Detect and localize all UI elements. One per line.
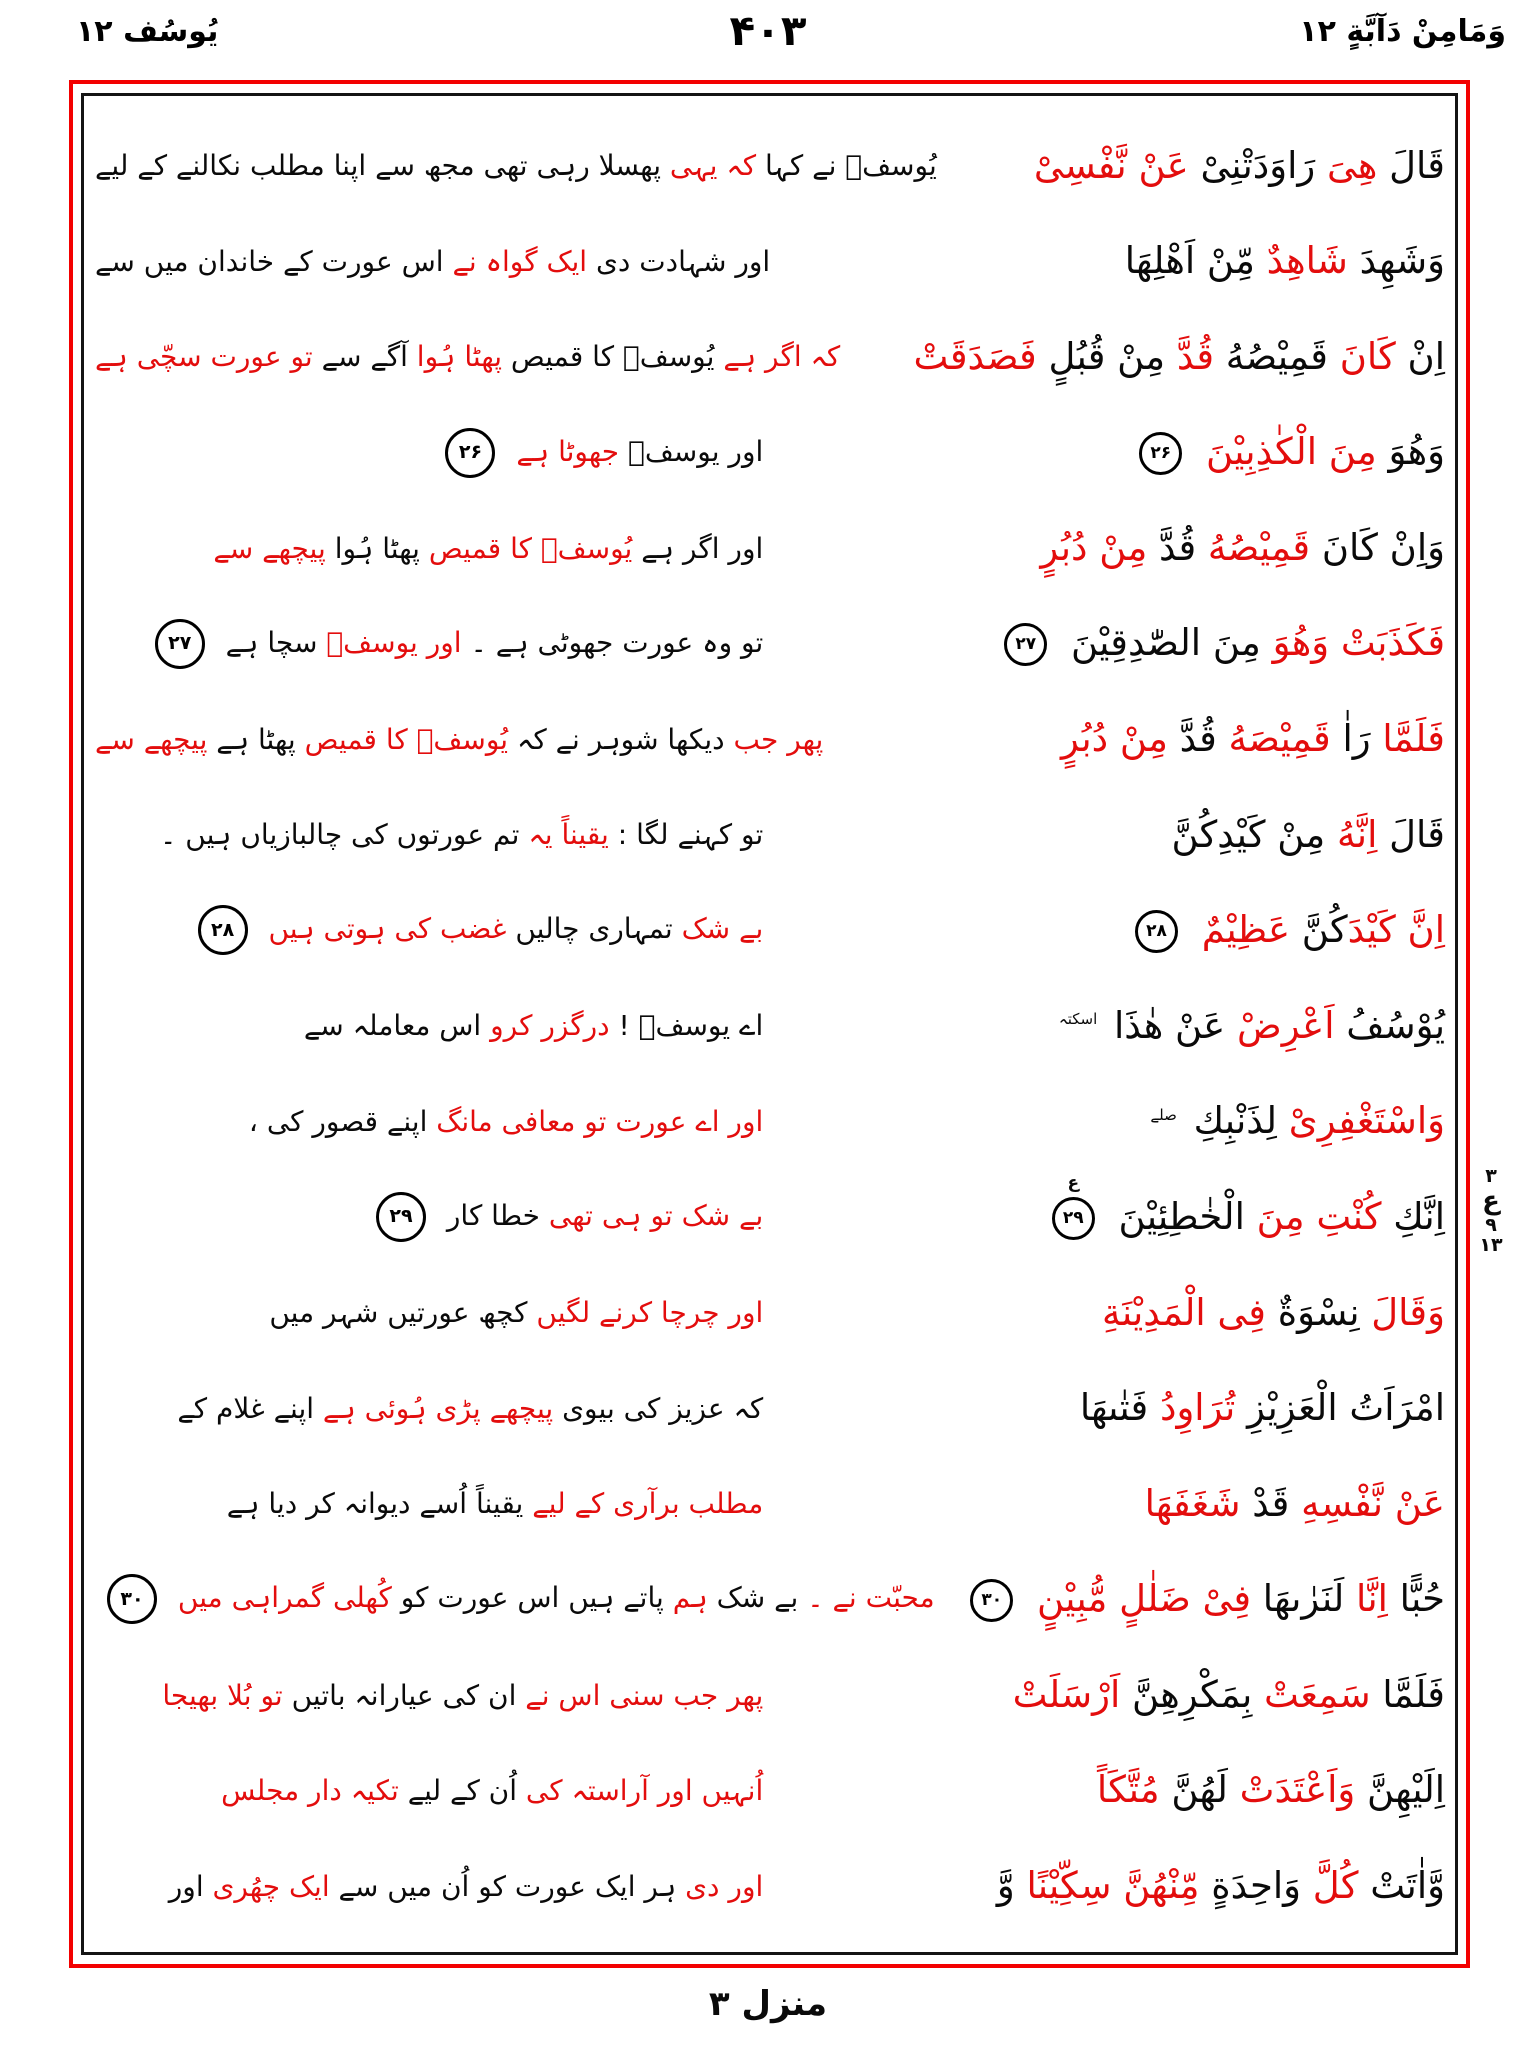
text-segment: فَصَدَقَتْ bbox=[913, 334, 1037, 378]
verse-line-row bbox=[95, 596, 1445, 692]
urdu-translation-line bbox=[95, 1192, 763, 1242]
text-segment: پاتے ہیں اس عورت کو bbox=[391, 1581, 664, 1615]
manzil-label: منزل ۳ bbox=[708, 1984, 828, 2024]
text-segment: اور اگر ہے bbox=[632, 531, 764, 565]
text-segment: اور یوسفؑ bbox=[619, 434, 764, 468]
ayah-number-badge: ۳۰ bbox=[107, 1574, 157, 1624]
text-segment: اِلَيْهِنَّ bbox=[1355, 1768, 1445, 1812]
arabic-ayah-line bbox=[840, 335, 1445, 379]
ayah-number-badge: ۲۷ bbox=[1004, 623, 1047, 666]
text-segment: بِمَكْرِهِنَّ bbox=[1120, 1672, 1253, 1716]
text-segment: وَاِنْ كَانَ bbox=[1310, 525, 1445, 569]
ayah-number-wrap bbox=[143, 619, 217, 669]
arabic-ayah-line bbox=[763, 1172, 1445, 1240]
content-rows bbox=[95, 118, 1445, 1934]
urdu-translation-line bbox=[95, 722, 823, 757]
text-segment: مِّنْهُنَّ سِكِّيْنًا bbox=[1014, 1864, 1200, 1907]
text-segment: بے شک bbox=[672, 912, 764, 946]
text-segment: كَانَ bbox=[1327, 334, 1396, 378]
ayah-number-badge: ۳۰ bbox=[970, 1579, 1013, 1622]
header-surah-name: یُوسُف ۱۲ bbox=[76, 14, 219, 49]
text-segment: تمہاری چالیں bbox=[506, 912, 673, 946]
text-segment: ہر ایک عورت کو اُن میں سے bbox=[329, 1869, 677, 1903]
ayah-number-wrap bbox=[433, 428, 507, 478]
text-segment: قَالَ bbox=[1377, 812, 1445, 856]
text-segment: اور شہادت دی bbox=[587, 244, 771, 278]
ruku-ain-icon: ع bbox=[1067, 1172, 1080, 1193]
text-segment: اپنے غلام کے bbox=[177, 1391, 315, 1425]
pause-mark: اسکتہ bbox=[1058, 1010, 1098, 1029]
verse-line-row bbox=[95, 978, 1445, 1074]
text-segment: اُنہیں اور آراستہ کی bbox=[517, 1774, 764, 1808]
text-segment: اِنَّ كَيْدَ bbox=[1347, 907, 1445, 951]
text-segment: اور bbox=[168, 1869, 204, 1903]
verse-line-row bbox=[95, 1169, 1445, 1265]
ayah-number-wrap bbox=[958, 1577, 1025, 1622]
text-segment: ایک چھُری bbox=[203, 1869, 330, 1903]
text-segment: کہ یہی bbox=[661, 149, 757, 183]
text-segment: اِنَّكِ bbox=[1381, 1194, 1445, 1238]
text-segment: شَغَفَهَا bbox=[1144, 1481, 1241, 1525]
text-segment: اُن کے لیے bbox=[398, 1774, 518, 1808]
ruku-marker-bottom: ۱۳ bbox=[1479, 1234, 1503, 1257]
text-segment: مِنْ دُبُرٍ bbox=[1060, 717, 1168, 761]
verse-line-row bbox=[95, 1552, 1445, 1648]
text-segment: قَمِيْصَهُ bbox=[1216, 717, 1331, 761]
text-segment: رَاٰ bbox=[1330, 717, 1371, 761]
text-segment: مطلب برآری کے لیے bbox=[523, 1487, 764, 1521]
text-segment: فَلَمَّا bbox=[1370, 717, 1445, 761]
verse-line-row bbox=[95, 1743, 1445, 1839]
text-segment: پیچھے سے bbox=[95, 722, 208, 756]
urdu-translation-line bbox=[95, 1773, 763, 1808]
ayah-number-badge: ۲۹ bbox=[376, 1192, 426, 1242]
text-segment: ایک گواہ نے bbox=[443, 244, 588, 278]
pause-mark: صلے bbox=[1150, 1106, 1177, 1125]
ain-icon: ع bbox=[1482, 1185, 1500, 1216]
urdu-translation-line bbox=[95, 619, 763, 669]
text-segment: كُنْتِ مِنَ bbox=[1244, 1194, 1382, 1238]
text-segment: پھر جب سنی اس نے bbox=[516, 1678, 764, 1712]
urdu-translation-line bbox=[95, 244, 770, 279]
arabic-ayah-line bbox=[763, 1291, 1445, 1335]
verse-line-row bbox=[95, 1647, 1445, 1743]
ayah-number-wrap bbox=[1127, 430, 1194, 475]
urdu-translation-line bbox=[95, 1391, 763, 1426]
arabic-ayah-line bbox=[937, 144, 1445, 188]
text-segment: کہ عزیز کی بیوی bbox=[553, 1391, 764, 1425]
urdu-translation-line bbox=[95, 1486, 763, 1521]
text-segment: کہ اگر ہے bbox=[714, 340, 841, 374]
ayah-number-badge: ۲۹ bbox=[1052, 1197, 1095, 1240]
text-segment: هِىَ bbox=[1315, 143, 1378, 187]
ayah-number-badge: ۲۸ bbox=[198, 905, 248, 955]
ayah-number-wrap bbox=[1040, 1172, 1107, 1240]
urdu-translation-line bbox=[95, 1104, 763, 1139]
text-segment: وَّ bbox=[996, 1864, 1015, 1907]
text-segment: اَرْسَلَتْ bbox=[1012, 1672, 1121, 1716]
text-segment: اس معاملہ سے bbox=[303, 1009, 482, 1043]
text-segment: رَاوَدَتْنِىْ bbox=[1188, 143, 1316, 187]
arabic-ayah-line bbox=[763, 526, 1445, 570]
verse-line-row bbox=[95, 1265, 1445, 1361]
ayah-number-wrap bbox=[186, 905, 260, 955]
arabic-ayah-line bbox=[935, 1577, 1445, 1622]
text-segment: فَكَذَبَتْ وَهُوَ bbox=[1260, 621, 1445, 665]
text-segment: اور یوسفؑ bbox=[317, 625, 462, 659]
text-segment: تو بُلا بھیجا bbox=[162, 1678, 283, 1712]
verse-line-row bbox=[95, 1361, 1445, 1457]
urdu-translation-line bbox=[95, 1574, 935, 1624]
text-segment: سَمِعَتْ bbox=[1252, 1672, 1371, 1716]
text-segment: كُلَّ bbox=[1301, 1864, 1359, 1907]
ayah-number-badge: ۲۶ bbox=[445, 428, 495, 478]
text-segment: تو وہ عورت جھوٹی ہے ۔ bbox=[461, 625, 764, 659]
text-segment: قَمِيْصُهُ bbox=[1214, 334, 1328, 378]
text-segment: لَهُنَّ bbox=[1159, 1768, 1228, 1812]
text-segment: نِسْوَةٌ bbox=[1265, 1290, 1360, 1334]
header-page-number: ۴۰۳ bbox=[729, 6, 807, 55]
text-segment: پھسلا رہی تھی مجھ سے اپنا مطلب نکالنے کے لیے bbox=[95, 149, 662, 183]
urdu-translation-line bbox=[95, 817, 763, 852]
text-segment: حُبًّا bbox=[1387, 1576, 1445, 1620]
text-segment: مِنَ الْكٰذِبِيْنَ bbox=[1194, 430, 1377, 474]
text-segment: خطا کار bbox=[437, 1199, 540, 1233]
urdu-translation-line bbox=[95, 1869, 763, 1904]
text-segment: بے شک تو ہی تھی bbox=[539, 1199, 764, 1233]
text-segment: قَالَ bbox=[1377, 143, 1445, 187]
ayah-number-badge: ۲۸ bbox=[1135, 910, 1178, 953]
arabic-ayah-line bbox=[823, 717, 1445, 761]
text-segment: فَتٰىهَا bbox=[1079, 1386, 1149, 1430]
text-segment: عَنْ نَّفْسِىْ bbox=[1033, 143, 1189, 187]
text-segment: اس عورت کے خاندان میں سے bbox=[95, 244, 444, 278]
text-segment: ان کی عیارانہ باتیں bbox=[282, 1678, 517, 1712]
urdu-translation-line bbox=[95, 1295, 763, 1330]
text-segment: وَقَالَ bbox=[1359, 1290, 1445, 1334]
text-segment: درگزر کرو bbox=[481, 1009, 610, 1043]
text-segment: شَاهِدٌ bbox=[1254, 239, 1348, 283]
arabic-ayah-line bbox=[763, 813, 1445, 857]
text-segment: كُنَّ bbox=[1290, 907, 1348, 951]
arabic-ayah-line bbox=[763, 1673, 1445, 1717]
text-segment: سچا ہے bbox=[216, 625, 318, 659]
text-segment: الْخٰطِئِيْنَ bbox=[1106, 1194, 1245, 1238]
text-segment: وَهُوَ bbox=[1376, 430, 1445, 474]
ruku-marker-mid: ۹ bbox=[1485, 1213, 1497, 1236]
text-segment: وَشَهِدَ bbox=[1347, 239, 1445, 283]
text-segment: لِذَنْبِكِ bbox=[1181, 1099, 1277, 1143]
arabic-ayah-line bbox=[763, 908, 1445, 953]
text-segment: قَمِيْصُهُ bbox=[1196, 525, 1311, 569]
text-segment: یُوسفؑ کا قمیص bbox=[295, 722, 509, 756]
text-segment: تکیہ دار مجلس bbox=[221, 1774, 399, 1808]
text-segment: فَلَمَّا bbox=[1370, 1672, 1445, 1716]
text-segment: فِى الْمَدِيْنَةِ bbox=[1101, 1290, 1266, 1334]
text-segment: پھر جب bbox=[724, 722, 824, 756]
text-segment: اور چرچا کرنے لگیں bbox=[527, 1296, 764, 1330]
text-segment: امْرَاَتُ الْعَزِيْزِ bbox=[1235, 1386, 1445, 1430]
text-segment: تم عورتوں کی چالبازیاں ہیں ۔ bbox=[159, 818, 520, 852]
verse-line-row bbox=[95, 118, 1445, 214]
urdu-translation-line bbox=[95, 1678, 763, 1713]
arabic-ayah-line bbox=[763, 1004, 1445, 1048]
text-segment: کُھلی گمراہی میں bbox=[169, 1581, 392, 1615]
text-segment: فِىْ ضَلٰلٍ مُّبِيْنٍ bbox=[1025, 1576, 1252, 1620]
text-segment: لَنَرٰىهَا bbox=[1251, 1576, 1345, 1620]
text-segment: وَاسْتَغْفِرِىْ bbox=[1276, 1099, 1445, 1143]
text-segment: آگے سے bbox=[312, 340, 408, 374]
ayah-number-wrap bbox=[364, 1192, 438, 1242]
ayah-number-wrap bbox=[1123, 908, 1190, 953]
text-segment: اے یوسفؑ ! bbox=[609, 1009, 764, 1043]
urdu-translation-line bbox=[95, 905, 763, 955]
verse-line-row bbox=[95, 883, 1445, 979]
text-segment: یُوسفؑ نے کہا bbox=[756, 149, 937, 183]
text-segment: يُوْسُفُ bbox=[1334, 1003, 1445, 1047]
text-segment: تو عورت سچّی ہے bbox=[95, 340, 313, 374]
text-segment: پیچھے سے bbox=[213, 531, 326, 565]
text-segment: مِنَ الصّٰدِقِيْنَ bbox=[1059, 621, 1261, 665]
verse-line-row bbox=[95, 309, 1445, 405]
text-segment: اپنے قصور کی ، bbox=[248, 1105, 428, 1139]
text-segment: اور اے عورت تو معافی مانگ bbox=[427, 1105, 764, 1139]
ayah-number-wrap bbox=[992, 621, 1059, 666]
text-segment: وَاَعْتَدَتْ bbox=[1227, 1768, 1356, 1812]
ayah-number-badge: ۲۷ bbox=[155, 619, 205, 669]
arabic-ayah-line bbox=[763, 1099, 1445, 1143]
text-segment: وَاحِدَةٍ bbox=[1199, 1864, 1302, 1907]
ayah-number-badge: ۲۶ bbox=[1139, 432, 1182, 475]
text-segment: قُدَّ bbox=[1165, 334, 1215, 378]
verse-line-row bbox=[95, 214, 1445, 310]
text-segment: جھوٹا ہے bbox=[507, 434, 620, 468]
text-segment: پھٹا ہُوا bbox=[325, 531, 420, 565]
verse-line-row bbox=[95, 787, 1445, 883]
text-segment: وَّاٰتَتْ bbox=[1358, 1864, 1445, 1907]
verse-line-row bbox=[95, 405, 1445, 501]
text-segment: قُدَّ bbox=[1167, 717, 1217, 761]
arabic-ayah-line bbox=[763, 1768, 1445, 1812]
text-segment: عَنْ هٰذَا bbox=[1102, 1003, 1226, 1047]
text-segment: بے شک bbox=[707, 1581, 799, 1615]
arabic-ayah-line bbox=[770, 239, 1445, 283]
text-segment: پھٹا ہے bbox=[207, 722, 296, 756]
text-segment: یقیناً یہ bbox=[519, 818, 609, 852]
text-segment: تو کہنے لگا : bbox=[608, 818, 764, 852]
text-segment: اِنَّهُ bbox=[1325, 812, 1378, 856]
verse-line-row bbox=[95, 1074, 1445, 1170]
text-segment: قُدَّ bbox=[1147, 525, 1197, 569]
urdu-translation-line bbox=[95, 531, 763, 566]
text-segment: عَنْ نَّفْسِهِ bbox=[1289, 1481, 1445, 1525]
text-segment: اِنْ bbox=[1395, 334, 1445, 378]
header-juz-name: وَمَامِنْ دَآبَّةٍ ۱۲ bbox=[1299, 14, 1506, 49]
verse-line-row bbox=[95, 1838, 1445, 1934]
text-segment: یُوسفؑ کا قمیص bbox=[502, 340, 715, 374]
text-segment: یقیناً اُسے دیوانہ کر دیا ہے bbox=[226, 1487, 524, 1521]
text-segment: تُرَاوِدُ bbox=[1148, 1386, 1236, 1430]
text-segment: اِنَّا bbox=[1344, 1576, 1388, 1620]
ruku-marker bbox=[1472, 1166, 1510, 1256]
text-segment: یُوسفؑ کا قمیص bbox=[419, 531, 633, 565]
urdu-translation-line bbox=[95, 339, 840, 374]
arabic-ayah-line bbox=[763, 1482, 1445, 1526]
text-segment: محبّت نے ۔ bbox=[798, 1581, 935, 1615]
arabic-ayah-line bbox=[763, 430, 1445, 475]
text-segment: اَعْرِضْ bbox=[1225, 1003, 1335, 1047]
text-segment: پیچھے پڑی ہُوئی ہے bbox=[314, 1391, 554, 1425]
ayah-number-wrap bbox=[95, 1574, 169, 1624]
urdu-translation-line bbox=[95, 1008, 763, 1043]
text-segment: مِنْ كَيْدِكُنَّ bbox=[1171, 812, 1326, 856]
urdu-translation-line bbox=[95, 428, 763, 478]
text-segment: مِّنْ اَهْلِهَا bbox=[1124, 239, 1255, 283]
verse-line-row bbox=[95, 691, 1445, 787]
text-segment: غضب کی ہوتی ہیں bbox=[259, 912, 507, 946]
text-segment: عَظِيْمٌ bbox=[1190, 907, 1291, 951]
verse-line-row bbox=[95, 1456, 1445, 1552]
text-segment: کچھ عورتیں شہر میں bbox=[269, 1296, 528, 1330]
text-segment: مُتَّكَاً bbox=[1096, 1768, 1160, 1812]
arabic-ayah-line bbox=[763, 621, 1445, 666]
text-segment: قَدْ bbox=[1240, 1481, 1290, 1525]
text-segment: ہم bbox=[663, 1581, 708, 1615]
text-segment: مِنْ دُبُرٍ bbox=[1040, 525, 1148, 569]
arabic-ayah-line bbox=[763, 1864, 1445, 1908]
text-segment: مِنْ قُبُلٍ bbox=[1036, 334, 1166, 378]
ruku-marker-top: ۳ bbox=[1485, 1165, 1497, 1187]
arabic-ayah-line bbox=[763, 1386, 1445, 1430]
urdu-translation-line bbox=[95, 148, 937, 183]
verse-line-row bbox=[95, 500, 1445, 596]
text-segment: پھٹا ہُوا bbox=[407, 340, 503, 374]
text-segment: دیکھا شوہر نے کہ bbox=[508, 722, 725, 756]
text-segment: اور دی bbox=[676, 1869, 764, 1903]
